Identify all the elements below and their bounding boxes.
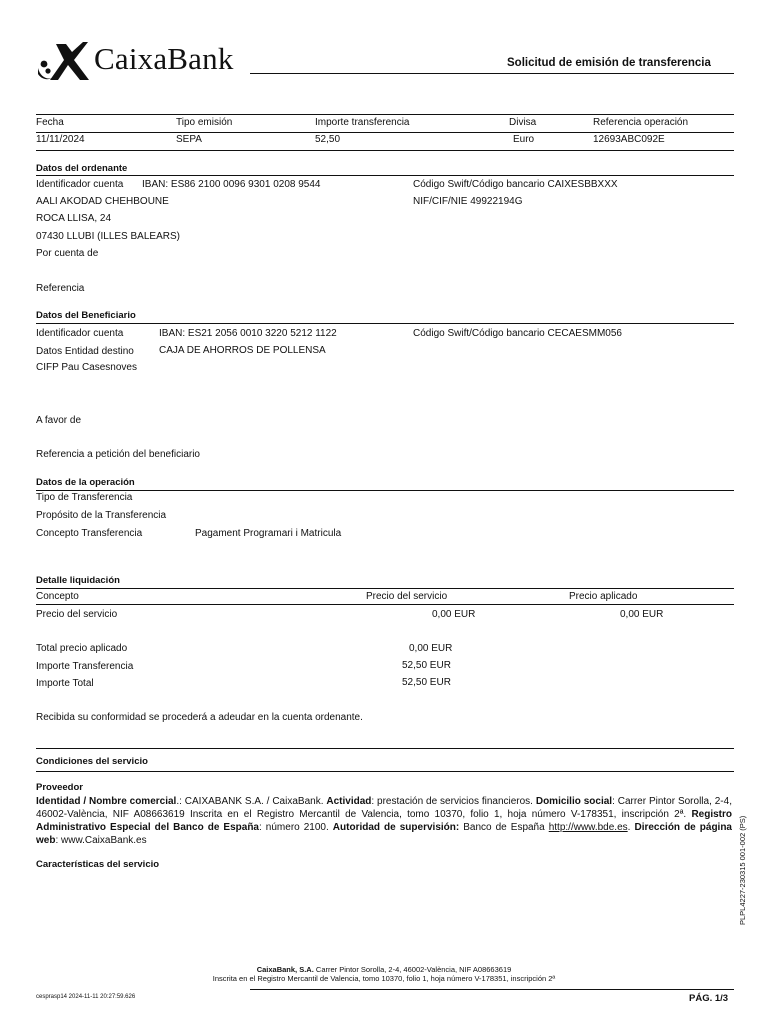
side-document-code: PLPL4227-230315 001-002 (PS) — [738, 815, 747, 925]
section-title-condiciones: Condiciones del servicio — [36, 756, 148, 767]
liquidacion-conformidad: Recibida su conformidad se procederá a adeudar en la cuenta ordenante. — [36, 712, 363, 723]
liquidacion-row-aplicado: 0,00 EUR — [620, 609, 664, 620]
condiciones-proveedor: Proveedor — [36, 782, 83, 793]
web-value: : www.CaixaBank.es — [55, 835, 147, 846]
liquidacion-importe-label: Importe Transferencia — [36, 661, 134, 672]
liquidacion-row-servicio: 0,00 EUR — [432, 609, 476, 620]
dot-separator: . — [627, 822, 635, 833]
section-title-ordenante: Datos del ordenante — [36, 163, 128, 174]
liquidacion-col-precio-servicio: Precio del servicio — [366, 591, 448, 602]
print-stamp: cesprasp14 2024-11-11 20:27:59.626 — [36, 994, 136, 1000]
page-number: PÁG. 1/3 — [689, 993, 729, 1004]
liquidacion-total-value: 0,00 EUR — [409, 643, 453, 654]
section-title-beneficiario: Datos del Beneficiario — [36, 310, 136, 321]
operacion-proposito: Propósito de la Transferencia — [36, 510, 167, 521]
beneficiario-id-label: Identificador cuenta — [36, 328, 124, 339]
ordenante-swift: Código Swift/Código bancario CAIXESBBXXX — [413, 179, 618, 190]
summary-value-fecha: 11/11/2024 — [36, 134, 85, 145]
bde-link[interactable]: http://www.bde.es — [548, 822, 628, 833]
summary-value-tipo: SEPA — [176, 134, 202, 145]
footer-line-1 — [0, 965, 768, 974]
ordenante-nif: NIF/CIF/NIE 49922194G — [413, 196, 523, 207]
summary-value-referencia: 12693ABC092E — [593, 134, 665, 145]
summary-value-divisa: Euro — [513, 134, 535, 145]
actividad-value: : prestación de servicios financieros. — [371, 796, 536, 807]
beneficiario-entidad-label: Datos Entidad destino — [36, 346, 134, 357]
identidad-label: Identidad / Nombre comercial — [36, 796, 177, 807]
summary-header-tipo: Tipo emisión — [176, 117, 233, 128]
caixabank-logo — [36, 40, 246, 82]
beneficiario-name: CIFP Pau Casesnoves — [36, 362, 137, 373]
beneficiario-entidad: CAJA DE AHORROS DE POLLENSA — [159, 345, 326, 356]
document-title: Solicitud de emisión de transferencia — [507, 57, 711, 69]
summary-header-importe: Importe transferencia — [315, 117, 410, 128]
autoridad-label: Autoridad de supervisión: — [332, 822, 460, 833]
domicilio-label: Domicilio social — [535, 796, 613, 807]
summary-header-fecha: Fecha — [36, 117, 64, 128]
condiciones-proveedor-paragraph — [36, 795, 732, 847]
operacion-concepto: Pagament Programari i Matricula — [195, 528, 342, 539]
ordenante-address-line1: ROCA LLISA, 24 — [36, 213, 112, 224]
liquidacion-col-concepto: Concepto — [36, 591, 79, 602]
liquidacion-total-label: Total precio aplicado — [36, 643, 128, 654]
star-logo-icon — [36, 40, 90, 82]
actividad-label: Actividad — [326, 796, 372, 807]
ordenante-id-label: Identificador cuenta — [36, 179, 124, 190]
liquidacion-importe-total-label: Importe Total — [36, 678, 94, 689]
summary-value-importe: 52,50 — [315, 134, 341, 145]
registro-label: Registro Administrativo Especial del Banco de España — [36, 809, 732, 833]
summary-header-referencia: Referencia operación — [593, 117, 689, 128]
domicilio-value: : Carrer Pintor Sorolla, 2-4, 46002-València, NIF A08663619 Inscrita en el Registro Mercantil de Valencia, tomo 10370, folio 1, hoja número V-178351, inscripción 2ª. — [36, 796, 732, 820]
beneficiario-swift: Código Swift/Código bancario CECAESMM056 — [413, 328, 622, 339]
registro-value: : número 2100. — [259, 822, 333, 833]
liquidacion-row-label: Precio del servicio — [36, 609, 118, 620]
brand-name: CaixaBank — [94, 41, 234, 76]
identidad-value: .: CAIXABANK S.A. / CaixaBank. — [176, 796, 327, 807]
web-label: Dirección de página web — [36, 822, 732, 846]
section-title-liquidacion: Detalle liquidación — [36, 575, 120, 586]
liquidacion-col-precio-aplicado: Precio aplicado — [569, 591, 638, 602]
beneficiario-a-favor: A favor de — [36, 415, 82, 426]
liquidacion-importe-value: 52,50 EUR — [402, 660, 451, 671]
condiciones-caracteristicas: Características del servicio — [36, 859, 160, 870]
ordenante-por-cuenta: Por cuenta de — [36, 248, 99, 259]
ordenante-iban: IBAN: ES86 2100 0096 9301 0208 9544 — [142, 179, 321, 190]
beneficiario-ref-peticion: Referencia a petición del beneficiario — [36, 449, 200, 460]
autoridad-value: Banco de España — [459, 822, 549, 833]
footer-line-2: Inscrita en el Registro Mercantil de Valencia, tomo 10370, folio 1, hoja número V-178351, inscripción 2ª — [212, 974, 556, 983]
ordenante-address-line2: 07430 LLUBI (ILLES BALEARS) — [36, 231, 180, 242]
footer-address: Carrer Pintor Sorolla, 2-4, 46002-València, NIF A08663619 — [313, 965, 512, 974]
summary-header-divisa: Divisa — [509, 117, 537, 128]
liquidacion-importe-total-value: 52,50 EUR — [402, 677, 451, 688]
ordenante-name: AALI AKODAD CHEHBOUNE — [36, 196, 169, 207]
footer-company: CaixaBank, S.A. — [256, 965, 314, 974]
operacion-concepto-label: Concepto Transferencia — [36, 528, 143, 539]
section-title-operacion: Datos de la operación — [36, 477, 135, 488]
operacion-tipo: Tipo de Transferencia — [36, 492, 133, 503]
beneficiario-iban: IBAN: ES21 2056 0010 3220 5212 1122 — [159, 328, 337, 339]
ordenante-referencia: Referencia — [36, 283, 85, 294]
